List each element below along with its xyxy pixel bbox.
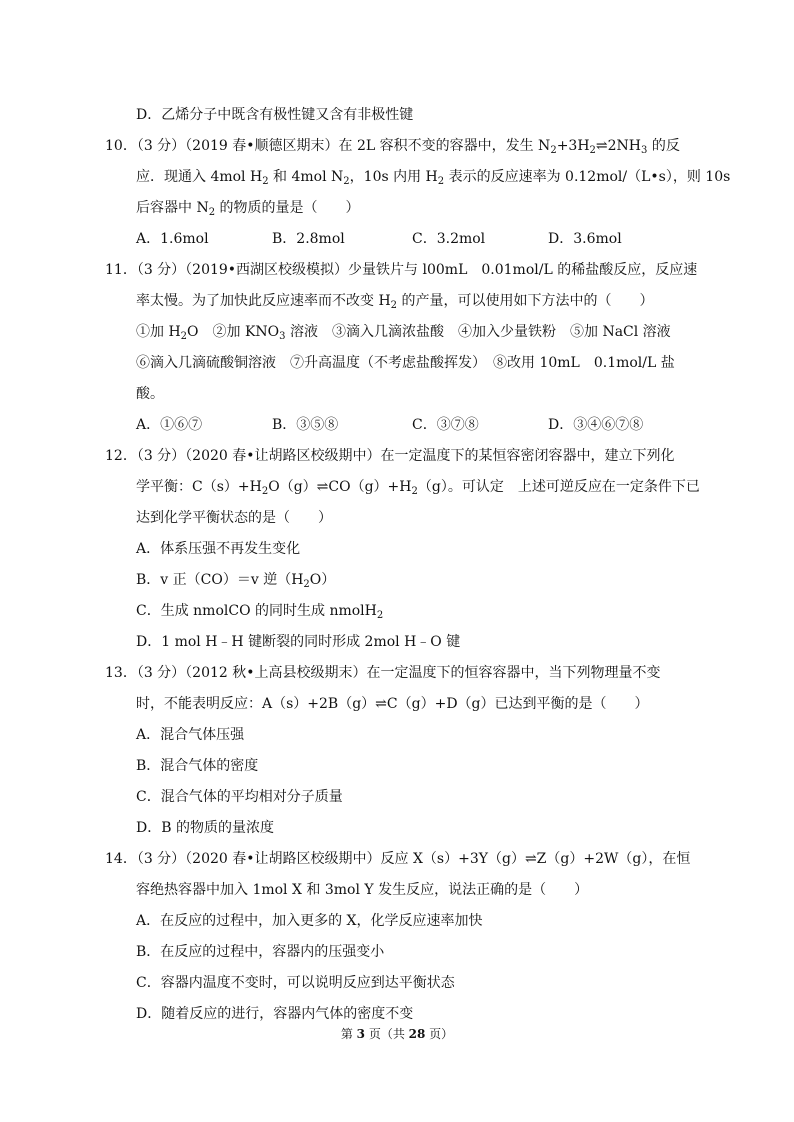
- page-footer: 第 3 页（共 28 页）: [340, 1027, 454, 1041]
- q13-stem-line2: 时，不能表明反应：A（s）+2B（g）⇌C（g）+D（g）已达到平衡的是（ ）: [136, 696, 649, 712]
- q12-option-b: B．v 正（CO）＝v 逆$(H_2O)$: [136, 572, 336, 590]
- q9-option-d: D．乙烯分子中既含有极性键又含有非极性键: [136, 107, 414, 123]
- q14-stem-line2: 容绝热容器中加入 1mol X 和 3mol Y 发生反应，说法正确的是（ ）: [136, 882, 589, 898]
- q11-stem-line4: ⑥滴入几滴硫酸铜溶液 ⑦升高温度（不考虑盐酸挥发） ⑧改用 10mL 0.1mol/L 盐: [136, 355, 675, 371]
- q14-option-b: B．在反应的过程中，容器内的压强变小: [136, 944, 385, 960]
- page-total: 28: [408, 1027, 426, 1041]
- q12-option-c: C．生成 nmolCO 的同时生成 nmolH$_2$: [136, 603, 384, 621]
- q13-option-d: D．B 的物质的量浓度: [136, 820, 274, 836]
- q14-stem-line1: 14．（3 分）（2020 春•让胡路区校级期中）反应 X（s）+3Y（g）⇌Z（g）+2W（g），在恒: [105, 851, 691, 867]
- q10-option-a: A．1.6mol: [136, 231, 209, 247]
- q11-option-d: D．③④⑥⑦⑧: [548, 417, 644, 433]
- q10-stem-line2: 应．现通入 4mol $H_2$ 和 4mol $N_2$，10s 内用 $H_2$ 表示的反应速率为 0.12mol/（L•s），则 10s: [136, 169, 731, 187]
- q14-option-c: C．容器内温度不变时，可以说明反应到达平衡状态: [136, 975, 455, 991]
- q13-option-b: B．混合气体的密度: [136, 758, 259, 774]
- q13-stem-line1: 13．（3 分）（2012 秋•上高县校级期末）在一定温度下的恒容容器中，当下列物理量不变: [105, 665, 661, 681]
- q12-stem-line2: 学平衡：$C(s)+H_2O(g)\rightleftharpoons CO(g)+H_2(g)$。可认定 上述可逆反应在一定条件下已: [136, 479, 700, 497]
- q12-stem-line3: 达到化学平衡状态的是（ ）: [136, 510, 332, 526]
- q14-option-a: A．在反应的过程中，加入更多的 X，化学反应速率加快: [136, 913, 483, 929]
- q13-option-c: C．混合气体的平均相对分子质量: [136, 789, 343, 805]
- page-number: 3: [356, 1027, 365, 1041]
- q10-stem-line1: 10．（3 分）（2019 春•顺德区期末）在 2L 容积不变的容器中，发生 $N_2+3H_2\rightleftharpoons 2NH_3$ 的反: [105, 138, 680, 156]
- q10-option-b: B．2.8mol: [272, 231, 345, 247]
- q10-stem-line3: 后容器中 $N_2$ 的物质的量是（ ）: [136, 200, 360, 218]
- q12-option-d: D．1 mol H﹣H 键断裂的同时形成 2mol H﹣O 键: [136, 634, 461, 650]
- q12-stem-line1: 12．（3 分）（2020 春•让胡路区校级期中）在一定温度下的某恒容密闭容器中，建立下列化: [105, 448, 675, 464]
- q11-stem-line5: 酸。: [136, 386, 164, 402]
- q11-option-a: A．①⑥⑦: [136, 417, 203, 433]
- q13-option-a: A．混合气体压强: [136, 727, 245, 743]
- q11-stem-line2: 率太慢。为了加快此反应速率而不改变 $H_2$ 的产量，可以使用如下方法中的（ ）: [136, 293, 654, 311]
- q10-option-c: C．3.2mol: [412, 231, 486, 247]
- q10-option-d: D．3.6mol: [548, 231, 622, 247]
- q11-stem-line1: 11．（3 分）（2019•西湖区校级模拟）少量铁片与 l00mL 0.01mol/L 的稀盐酸反应，反应速: [105, 262, 698, 278]
- q14-option-d: D．随着反应的进行，容器内气体的密度不变: [136, 1006, 414, 1022]
- q11-option-c: C．③⑦⑧: [412, 417, 479, 433]
- q11-stem-line3: ①加 $H_2O$ ②加 $KNO_3$ 溶液 ③滴入几滴浓盐酸 ④加入少量铁粉 ⑤加 NaCl 溶液: [136, 324, 671, 342]
- q12-option-a: A．体系压强不再发生变化: [136, 541, 301, 557]
- q11-option-b: B．③⑤⑧: [272, 417, 339, 433]
